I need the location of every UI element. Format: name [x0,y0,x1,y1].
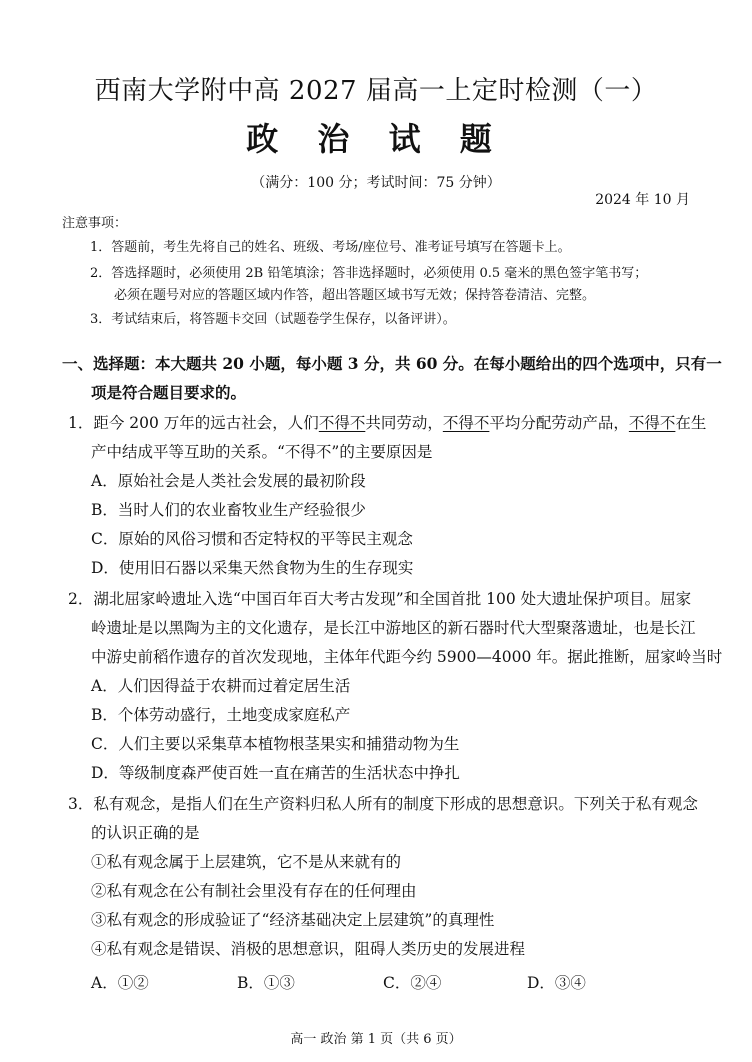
question-1-option-d: D．使用旧石器以采集天然食物为生的生存现实 [91,559,414,577]
question-1-stem-cont: 产中结成平等互助的关系。“不得不”的主要原因是 [91,443,433,461]
question-3-statement-2: ②私有观念在公有制社会里没有存在的任何理由 [91,882,417,900]
exam-meta: （满分：100 分；考试时间：75 分钟） [251,175,501,191]
underlined-phrase: 不得不 [628,414,676,432]
section-heading: 一、选择题：本大题共 20 小题，每小题 3 分，共 60 分。在每小题给出的四个选项中，只有一 [62,354,722,373]
note-item: 1．答题前，考生先将自己的姓名、班级、考场/座位号、准考证号填写在答题卡上。 [90,240,571,255]
exam-title: 西南大学附中高 2027 届高一上定时检测（一） [94,76,658,106]
question-3-statement-4: ④私有观念是错误、消极的思想意识，阻碍人类历史的发展进程 [91,940,526,958]
question-1-option-c: C．原始的风俗习惯和否定特权的平等民主观念 [91,530,413,548]
question-2-option-d: D．等级制度森严使百姓一直在痛苦的生活状态中挣扎 [91,764,460,782]
question-3-choice-b: B．①③ [237,974,295,992]
note-item: 3．考试结束后，将答题卡交回（试题卷学生保存，以备评讲）。 [90,312,456,327]
exam-date: 2024 年 10 月 [595,192,690,208]
question-3-choice-a: A．①② [91,974,149,992]
question-3-choices [91,971,611,991]
question-2-stem-cont: 中游史前稻作遗存的首次发现地，主体年代距今约 5900—4000 年。据此推断，屈家岭当时 [91,648,723,666]
question-1-stem: 1．距今 200 万年的远古社会，人们不得不共同劳动，不得不平均分配劳动产品，不得不在生 [68,414,707,432]
question-2-stem: 2．湖北屈家岭遗址入选“中国百年百大考古发现”和全国首批 100 处大遗址保护项目。屈家 [68,590,692,608]
question-3-stem: 3．私有观念，是指人们在生产资料归私人所有的制度下形成的思想意识。下列关于私有观念 [68,795,698,813]
question-2-option-c: C．人们主要以采集草本植物根茎果实和捕猎动物为生 [91,735,460,753]
question-3-choice-d: D．③④ [527,974,586,992]
question-3-stem-cont: 的认识正确的是 [91,824,200,842]
note-item: 2．答选择题时，必须使用 2B 铅笔填涂；答非选择题时，必须使用 0.5 毫米的黑色签字笔书写； [90,266,648,281]
question-3-statement-1: ①私有观念属于上层建筑，它不是从来就有的 [91,853,402,871]
question-2-option-b: B．个体劳动盛行，土地变成家庭私产 [91,706,351,724]
question-1-option-a: A．原始社会是人类社会发展的最初阶段 [91,472,366,490]
question-3-choice-c: C．②④ [383,974,442,992]
question-2-option-a: A．人们因得益于农耕而过着定居生活 [91,677,351,695]
question-1-option-b: B．当时人们的农业畜牧业生产经验很少 [91,501,366,519]
question-2-stem-cont: 岭遗址是以黑陶为主的文化遗存，是长江中游地区的新石器时代大型聚落遗址，也是长江 [91,619,696,637]
note-item: 必须在题号对应的答题区域内作答，超出答题区域书写无效；保持答卷清洁、完整。 [114,288,596,303]
notes-heading: 注意事项： [62,216,128,231]
section-heading-cont: 项是符合题目要求的。 [91,383,247,402]
question-3-statement-3: ③私有观念的形成验证了“经济基础决定上层建筑”的真理性 [91,911,495,929]
subject-title: 政 治 试 题 [246,120,506,158]
page-footer: 高一 政治 第 1 页（共 6 页） [290,1032,462,1047]
underlined-phrase: 不得不 [318,414,366,432]
underlined-phrase: 不得不 [442,414,490,432]
